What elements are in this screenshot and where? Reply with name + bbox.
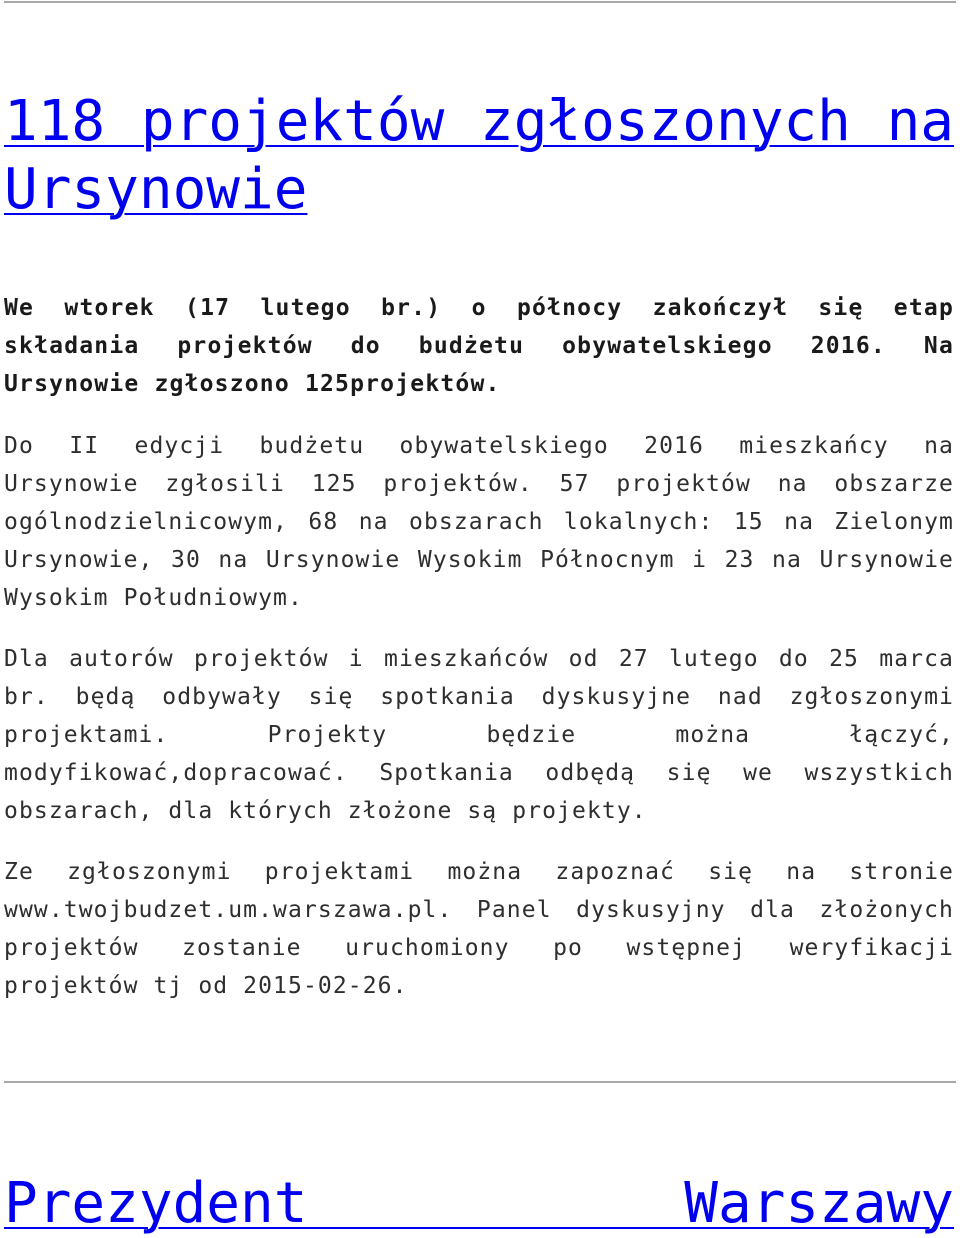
article-paragraph-3: Ze zgłoszonymi projektami można zapoznać się na stronie www.twojbudzet.um.warszawa.pl. Panel dyskusyjny dla złożonych projektów zostanie uruchomiony po wstępnej weryfikacji projektów tj od 2015-02-26.: [4, 859, 954, 999]
article-title-link[interactable]: 118 projektów zgłoszonych na Ursynowie: [4, 89, 954, 222]
article-paragraph-1: Do II edycji budżetu obywatelskiego 2016 mieszkańcy na Ursynowie zgłosili 125 projektów. 57 projektów na obszarze ogólnodzielnicowym, 68 na obszarach lokalnych: 15 na Zielonym Ursynowie, 30 na Ursynowie Wysokim Północnym i 23 na Ursynowie Wysokim Południowym.: [4, 433, 954, 611]
article-paragraph-2: Dla autorów projektów i mieszkańców od 27 lutego do 25 marca br. będą odbywały się spotkania dyskusyjne nad zgłoszonymi projektami. Projekty będzie można łączyć, modyfikować,dopracować. Spotkania odbędą się we wszystkich obszarach, dla których złożone są projekty.: [4, 646, 954, 824]
article-title: [4, 88, 954, 224]
section-divider: [4, 1081, 956, 1083]
article-lead: We wtorek (17 lutego br.) o północy zakończył się etap składania projektów do budżetu obywatelskiego 2016. Na Ursynowie zgłoszono 125projektów.: [4, 295, 954, 397]
next-article-title: [4, 1170, 954, 1238]
top-divider: [4, 1, 956, 3]
next-article-title-link[interactable]: Prezydent Warszawy: [4, 1171, 954, 1236]
